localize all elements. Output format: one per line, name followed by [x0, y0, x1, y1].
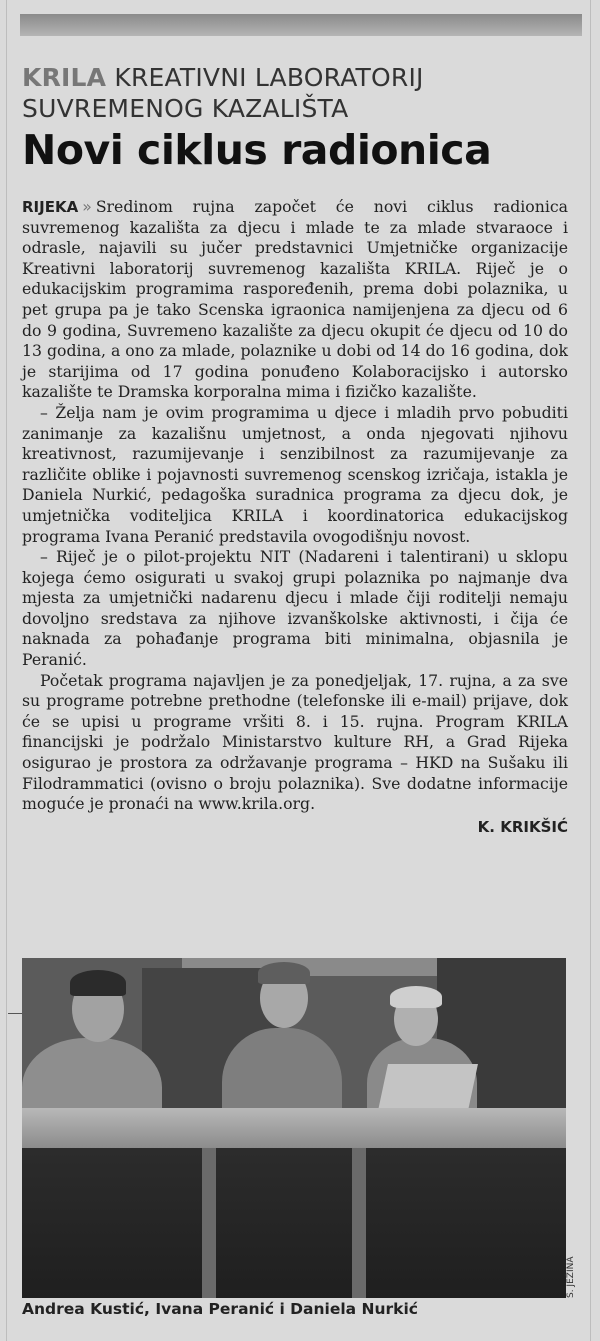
- table-leg: [202, 1148, 216, 1298]
- crop-mark: [8, 1013, 22, 1014]
- kicker-line1: KREATIVNI LABORATORIJ: [114, 63, 424, 92]
- table-top: [22, 1108, 566, 1148]
- kicker: [22, 62, 582, 93]
- paragraph-2: – Želja nam je ovim programima u djece i mladih prvo pobuditi zanimanje za kazališnu umjetnost, a onda njegovati njihovu kreativnost, razumijevanje i senzibilnost za razumijevanje za različite oblike i pojavnosti suvremenog scenskog izričaja, istakla je Daniela Nurkić, pedagoška suradnica programa za djecu dok, je umjetnička voditeljica KRILA i koordinatorica edukacijskog programa Ivana Peranić predstavila ovogodišnju novost.: [22, 402, 568, 546]
- dateline-arrow-icon: »: [82, 197, 92, 216]
- dateline: RIJEKA: [22, 198, 79, 216]
- person-left-hair: [70, 970, 126, 996]
- paragraph-3: – Riječ je o pilot-projektu NIT (Nadareni i talentirani) u sklopu kojega ćemo osigurati u svakoj grupi polaznika po najmanje dva mjesta za umjetnički nadarenu djecu i mlade čiji roditelji nemaju dovoljno sredstava za njihove izvanškolske aktivnosti, i čija će naknada za pohađanje programa biti minimalna, objasnila je Peranić.: [22, 547, 568, 670]
- kicker-line2: SUVREMENOG KAZALIŠTA: [22, 94, 349, 123]
- byline: K. KRIKŠIĆ: [477, 817, 568, 836]
- page-edge-right: [590, 0, 591, 1341]
- page-edge-left: [6, 0, 7, 1341]
- article-photo: [22, 958, 566, 1298]
- paragraph-4: Početak programa najavljen je za ponedjeljak, 17. rujna, a za sve su programe potrebne prethodne (telefonske ili e-mail) prijave, dok će se upisi u programe vršiti 8. i 15. rujna. Program KRILA financijski je podržalo Ministarstvo kulture RH, a Grad Rijeka osigurao je prostora za održavanje programa – HKD na Sušaku ili Filodrammatici (ovisno o broju polaznika). Sve dodatne informacije moguće je pronaći na www.krila.org.: [22, 670, 568, 814]
- photo-credit: S. JEŽINA: [566, 1256, 576, 1298]
- person-right-hat: [390, 986, 442, 1008]
- top-rule-bar: [20, 14, 582, 36]
- table-front: [22, 1148, 566, 1298]
- person-center-hair: [258, 962, 310, 984]
- article-body: [22, 197, 568, 837]
- photo-caption: Andrea Kustić, Ivana Peranić i Daniela Nurkić: [22, 1300, 418, 1318]
- article-header: [22, 62, 582, 174]
- paragraph-1-text: Sredinom rujna započet će novi ciklus radionica suvremenog kazališta za djecu i mlade te za mlade stvaraoce i odrasle, najavili su jučer predstavnici Umjetničke organizacije Kreativni laboratorij suvremenog kazališta KRILA. Riječ je o edukacijskim programima raspoređenih, prema dobi polaznika, u pet grupa pa je tako Scenska igraonica namijenjena za djecu od 6 do 9 godina, Suvremeno kazalište za djecu okupit će djecu od 10 do 13 godina, a ono za mlade, polaznike u dobi od 14 do 16 godina, dok je starijima od 17 godina ponuđeno Kolaboracijsko i autorsko kazalište te Dramska korporalna mima i fizičko kazalište.: [22, 197, 568, 402]
- headline: Novi ciklus radionica: [22, 126, 492, 174]
- table-leg: [352, 1148, 366, 1298]
- paragraph-1: [22, 197, 568, 403]
- kicker-brand: KRILA: [22, 63, 107, 92]
